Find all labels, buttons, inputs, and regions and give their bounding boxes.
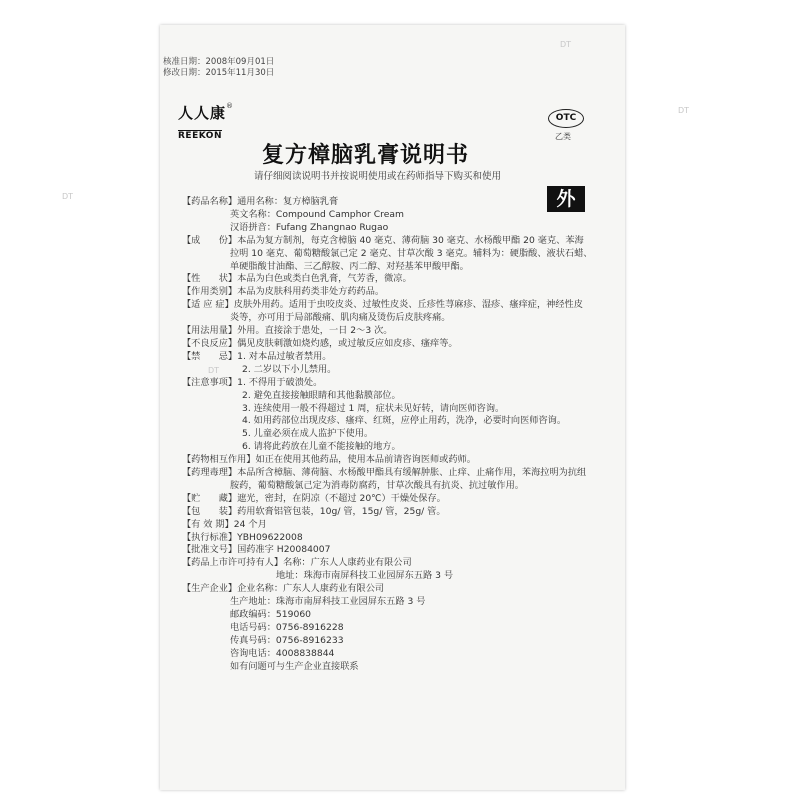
row-text: 24 个月 xyxy=(233,518,267,530)
row-label: 【注意事项】 xyxy=(182,376,238,388)
leaflet-row xyxy=(182,248,622,261)
leaflet-row xyxy=(182,570,622,583)
leaflet-row xyxy=(182,648,622,661)
leaflet-row xyxy=(182,557,622,570)
leaflet-row xyxy=(182,480,622,493)
leaflet-content xyxy=(182,196,622,674)
brand-name-cn: 人人康 xyxy=(178,104,227,122)
row-text: 皮肤外用药。适用于虫咬皮炎、过敏性皮炎、丘疹性荨麻疹、湿疹、瘙痒症，神经性皮 xyxy=(233,299,583,311)
leaflet-row xyxy=(182,532,622,545)
row-label: 【适 应 症】 xyxy=(182,299,234,311)
row-text: 名称：广东人人康药业有限公司 xyxy=(283,557,412,569)
row-text: 1. 不得用于破溃处。 xyxy=(237,376,323,388)
leaflet-row xyxy=(182,467,622,480)
leaflet-row xyxy=(182,312,622,325)
row-text: 4. 如用药部位出现皮疹、瘙痒、红斑，应停止用药，洗净，必要时向医师咨询。 xyxy=(242,415,567,427)
row-label: 【有 效 期】 xyxy=(182,518,234,530)
leaflet-row xyxy=(182,428,622,441)
row-label: 【药理毒理】 xyxy=(182,467,238,479)
page-title: 复方樟脑乳膏说明书 xyxy=(262,143,470,168)
leaflet-row xyxy=(182,235,622,248)
leaflet-row xyxy=(182,209,622,222)
row-text: 本品为皮肤科用药类非处方药药品。 xyxy=(237,286,385,298)
leaflet-row xyxy=(182,583,622,596)
row-text: 本品为白色或类白色乳膏，气芳香，微凉。 xyxy=(237,273,412,285)
watermark: DT xyxy=(560,40,572,49)
leaflet-row xyxy=(182,415,622,428)
row-text: 本品为复方制剂，每克含樟脑 40 毫克、薄荷脑 30 毫克、水杨酸甲酯 20 毫克、苯海 xyxy=(237,234,584,246)
row-label: 【生产企业】 xyxy=(182,583,238,595)
leaflet-row xyxy=(182,544,622,557)
leaflet-row xyxy=(182,286,622,299)
leaflet-row xyxy=(182,364,622,377)
row-text: 拉明 10 毫克、葡萄糖酸氯己定 2 毫克、甘草次酸 3 毫克。辅料为：硬脂酸、液状石蜡、 xyxy=(230,247,593,259)
leaflet-row xyxy=(182,222,622,235)
brand-name-en: REEKON xyxy=(178,131,222,141)
registered-mark: ® xyxy=(226,102,234,110)
row-text: 遮光，密封，在阴凉（不超过 20℃）干燥处保存。 xyxy=(237,492,446,504)
row-label: 【作用类别】 xyxy=(182,286,238,298)
row-label: 【药品名称】 xyxy=(182,196,238,207)
leaflet-row xyxy=(182,196,622,209)
row-label: 【性 状】 xyxy=(182,273,238,285)
row-text: 2. 二岁以下小儿禁用。 xyxy=(242,363,337,375)
approval-date: 核准日期：2008年09月01日 xyxy=(163,57,275,67)
leaflet-row xyxy=(182,506,622,519)
leaflet-row xyxy=(182,273,622,286)
leaflet-row xyxy=(182,493,622,506)
row-text: 炎等，亦可用于局部酸痛、肌肉痛及烫伤后皮肤疼痛。 xyxy=(230,312,451,324)
leaflet-row xyxy=(182,609,622,622)
row-text: 单硬脂酸甘油酯、三乙醇胺、丙二醇、对羟基苯甲酸甲酯。 xyxy=(230,260,469,272)
leaflet-row xyxy=(182,403,622,416)
row-text: 偶见皮肤刺激如烧灼感，或过敏反应如皮疹、瘙痒等。 xyxy=(237,337,458,349)
leaflet-row xyxy=(182,635,622,648)
row-text: 邮政编码：519060 xyxy=(230,609,312,620)
row-label: 【执行标准】 xyxy=(182,531,238,543)
watermark: DT xyxy=(208,366,220,375)
row-label: 【用法用量】 xyxy=(182,325,238,337)
leaflet-row xyxy=(182,519,622,532)
row-label: 【药物相互作用】 xyxy=(182,454,256,466)
leaflet-row xyxy=(182,261,622,274)
row-text: 如有问题可与生产企业直接联系 xyxy=(230,660,359,672)
row-text: 2. 避免直接接触眼睛和其他黏膜部位。 xyxy=(242,389,401,401)
row-text: 1. 对本品过敏者禁用。 xyxy=(237,350,332,362)
leaflet-row xyxy=(182,454,622,467)
row-text: 传真号码：0756-8916233 xyxy=(230,634,344,646)
row-text: 胺药，葡萄糖酸氯己定为消毒防腐药，甘草次酸具有抗炎、抗过敏作用。 xyxy=(230,479,524,491)
row-text: 电话号码：0756-8916228 xyxy=(230,621,344,633)
watermark: DT xyxy=(678,106,690,115)
usage-notice: 请仔细阅读说明书并按说明使用或在药师指导下购买和使用 xyxy=(254,171,502,182)
brand-logo xyxy=(178,102,233,142)
leaflet-row xyxy=(182,596,622,609)
row-text: 5. 儿童必须在成人监护下使用。 xyxy=(242,428,374,440)
row-text: 国药准字 H20084007 xyxy=(237,544,331,556)
revision-date: 修改日期：2015年11月30日 xyxy=(163,68,275,78)
row-text: 如正在使用其他药品，使用本品前请咨询医师或药师。 xyxy=(255,454,476,466)
row-text: 本品所含樟脑、薄荷脑、水杨酸甲酯具有缓解肿胀、止痒、止痛作用，苯海拉明为抗组 xyxy=(237,467,587,479)
row-text: 6. 请将此药放在儿童不能接触的地方。 xyxy=(242,441,401,453)
otc-class: 乙类 xyxy=(555,132,571,141)
watermark: DT xyxy=(62,192,74,201)
row-label: 【批准文号】 xyxy=(182,544,238,556)
leaflet-row xyxy=(182,441,622,454)
row-text: 英文名称：Compound Camphor Cream xyxy=(230,208,404,220)
leaflet-row xyxy=(182,377,622,390)
leaflet-row xyxy=(182,351,622,364)
row-label: 【贮 藏】 xyxy=(182,492,238,504)
row-text: YBH09622008 xyxy=(237,531,303,543)
row-text: 外用。直接涂于患处，一日 2～3 次。 xyxy=(237,325,393,337)
row-text: 咨询电话：4008838844 xyxy=(230,647,335,659)
row-label: 【成 份】 xyxy=(182,234,238,246)
leaflet-row xyxy=(182,622,622,635)
row-text: 汉语拼音：Fufang Zhangnao Rugao xyxy=(230,221,389,233)
external-use-mark: 外 xyxy=(547,186,585,212)
row-label: 【包 装】 xyxy=(182,505,238,517)
row-text: 地址：珠海市南屏科技工业园屏东五路 3 号 xyxy=(276,570,454,582)
row-text: 生产地址：珠海市南屏科技工业园屏东五路 3 号 xyxy=(230,596,426,608)
row-text: 药用软膏铝管包装，10g/ 管，15g/ 管，25g/ 管。 xyxy=(237,505,446,517)
row-label: 【不良反应】 xyxy=(182,337,238,349)
otc-badge: OTC xyxy=(548,109,584,128)
row-text: 通用名称：复方樟脑乳膏 xyxy=(237,196,339,207)
row-text: 企业名称：广东人人康药业有限公司 xyxy=(237,583,385,595)
leaflet-row xyxy=(182,661,622,674)
leaflet-row xyxy=(182,299,622,312)
leaflet-row xyxy=(182,325,622,338)
row-label: 【禁 忌】 xyxy=(182,350,238,362)
leaflet-row xyxy=(182,390,622,403)
approval-dates xyxy=(163,57,274,79)
row-text: 3. 连续使用一般不得超过 1 周，症状未见好转，请向医师咨询。 xyxy=(242,402,505,414)
leaflet-row xyxy=(182,338,622,351)
row-label: 【药品上市许可持有人】 xyxy=(182,557,284,569)
